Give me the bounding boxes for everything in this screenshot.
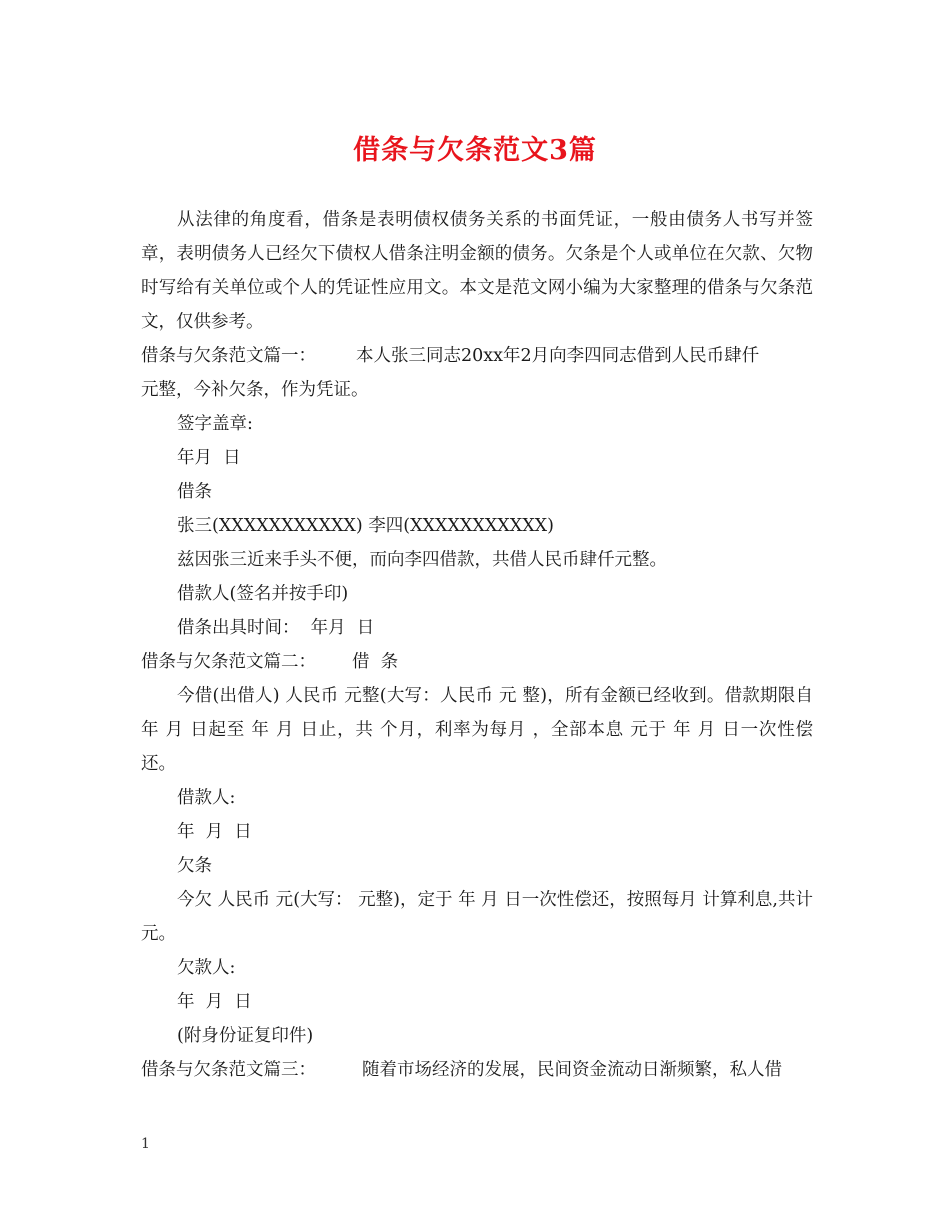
section3-label: 借条与欠条范文篇三： bbox=[141, 1060, 316, 1080]
section2-line: 借款人: bbox=[177, 788, 236, 808]
section2-line: 年 月 日 bbox=[177, 822, 252, 842]
section1-header bbox=[141, 339, 813, 373]
section2-heading: 借 条 bbox=[352, 652, 399, 672]
section2-iou-paragraph: 今欠 人民币 元(大写： 元整)，定于 年 月 日一次性偿还，按照每月 计算利息,共计 元。 bbox=[141, 890, 813, 944]
document-body bbox=[141, 203, 813, 1087]
page-number: 1 bbox=[141, 1136, 150, 1152]
section1-continued: 元整，今补欠条，作为凭证。 bbox=[141, 380, 369, 400]
section1-first-line: 本人张三同志20xx年2月向李四同志借到人民币肆仟 bbox=[356, 346, 760, 366]
section2-header bbox=[141, 645, 813, 679]
section1-line: 签字盖章: bbox=[177, 414, 253, 434]
section1-label: 借条与欠条范文篇一： bbox=[141, 346, 316, 366]
section2-line: 欠款人: bbox=[177, 958, 236, 978]
section1-line: 兹因张三近来手头不便，而向李四借款，共借人民币肆仟元整。 bbox=[177, 550, 667, 570]
document-title: 借条与欠条范文3篇 bbox=[353, 135, 597, 166]
section1-line: 年月 日 bbox=[177, 448, 241, 468]
section3-header bbox=[141, 1053, 813, 1087]
section1-line: 借条 bbox=[177, 482, 212, 502]
section2-label: 借条与欠条范文篇二： bbox=[141, 652, 316, 672]
section1-line: 借条出具时间： 年月 日 bbox=[177, 618, 375, 638]
intro-paragraph: 从法律的角度看，借条是表明债权债务关系的书面凭证，一般由债务人书写并签章，表明债务人已经欠下债权人借条注明金额的债务。欠条是个人或单位在欠款、欠物时写给有关单位或个人的凭证性应用文。本文是范文网小编为大家整理的借条与欠条范文，仅供参考。 bbox=[141, 210, 813, 332]
section3-first-line: 随着市场经济的发展，民间资金流动日渐频繁，私人借 bbox=[362, 1060, 782, 1080]
section2-line: (附身份证复印件) bbox=[177, 1026, 314, 1046]
section1-line: 张三(XXXXXXXXXXX) 李四(XXXXXXXXXXX) bbox=[177, 516, 554, 536]
section1-line: 借款人(签名并按手印) bbox=[177, 584, 349, 604]
section2-line: 年 月 日 bbox=[177, 992, 252, 1012]
section2-loan-paragraph: 今借(出借人) 人民币 元整(大写：人民币 元 整)，所有金额已经收到。借款期限自 年 月 日起至 年 月 日止，共 个月，利率为每月 ，全部本息 元于 年 月 日一次性偿还。 bbox=[141, 686, 813, 774]
section2-line: 欠条 bbox=[177, 856, 212, 876]
